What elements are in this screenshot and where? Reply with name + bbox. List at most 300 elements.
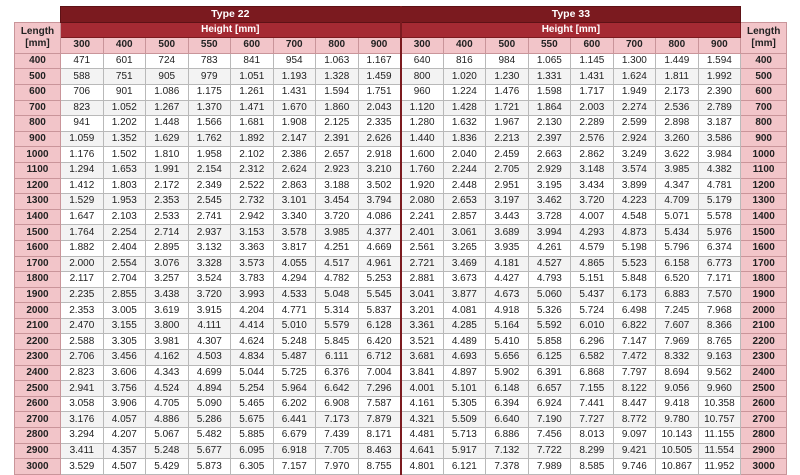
type22-value-cell: 3.005 xyxy=(103,303,146,319)
table-row xyxy=(15,53,787,69)
type33-value-cell: 9.421 xyxy=(613,443,656,459)
type22-value-cell: 724 xyxy=(146,53,189,69)
type22-value-cell: 6.376 xyxy=(316,365,359,381)
type22-value-cell: 6.918 xyxy=(273,443,316,459)
type33-value-cell: 6.394 xyxy=(486,396,529,412)
type22-value-cell: 1.328 xyxy=(316,69,359,85)
type33-value-cell: 3.469 xyxy=(443,256,486,272)
type22-value-cell: 4.207 xyxy=(103,428,146,444)
type22-value-cell: 1.052 xyxy=(103,100,146,116)
type33-value-cell: 7.722 xyxy=(528,443,571,459)
type22-value-cell: 5.725 xyxy=(273,365,316,381)
type22-value-cell: 6.305 xyxy=(231,459,274,475)
type33-value-cell: 5.410 xyxy=(486,334,529,350)
type33-value-cell: 9.163 xyxy=(698,350,741,366)
type33-value-cell: 5.713 xyxy=(443,428,486,444)
type22-value-cell: 4.782 xyxy=(316,272,359,288)
type22-value-cell: 1.471 xyxy=(231,100,274,116)
height-header-t33-300: 300 xyxy=(401,38,444,54)
length-header-right xyxy=(741,22,787,53)
length-cell-right: 2000 xyxy=(741,303,787,319)
type33-value-cell: 7.132 xyxy=(486,443,529,459)
type22-value-cell: 5.873 xyxy=(188,459,231,475)
type22-value-cell: 5.429 xyxy=(146,459,189,475)
type33-value-cell: 4.781 xyxy=(698,178,741,194)
type33-value-cell: 1.920 xyxy=(401,178,444,194)
type22-value-cell: 3.363 xyxy=(231,240,274,256)
type33-value-cell: 3.985 xyxy=(656,162,699,178)
height-header-t33-600: 600 xyxy=(571,38,614,54)
type33-value-cell: 10.143 xyxy=(656,428,699,444)
length-cell-right: 1700 xyxy=(741,256,787,272)
type33-value-cell: 2.721 xyxy=(401,256,444,272)
type33-value-cell: 5.164 xyxy=(486,318,529,334)
type22-value-cell: 2.704 xyxy=(103,272,146,288)
type22-value-cell: 841 xyxy=(231,53,274,69)
type33-value-cell: 1.594 xyxy=(698,53,741,69)
type33-value-cell: 11.952 xyxy=(698,459,741,475)
type22-value-cell: 1.167 xyxy=(358,53,401,69)
type33-value-cell: 6.125 xyxy=(528,350,571,366)
type33-value-cell: 2.881 xyxy=(401,272,444,288)
type22-value-cell: 3.783 xyxy=(231,272,274,288)
type33-value-cell: 2.576 xyxy=(571,131,614,147)
type22-value-cell: 2.404 xyxy=(103,240,146,256)
type33-value-cell: 4.347 xyxy=(656,178,699,194)
type22-value-cell: 4.086 xyxy=(358,209,401,225)
type22-value-cell: 6.642 xyxy=(316,381,359,397)
type33-value-cell: 1.331 xyxy=(528,69,571,85)
height-header-t22-500: 500 xyxy=(146,38,189,54)
type22-value-cell: 3.153 xyxy=(231,225,274,241)
type33-value-cell: 2.663 xyxy=(528,147,571,163)
type22-value-cell: 3.993 xyxy=(231,287,274,303)
type22-value-cell: 5.248 xyxy=(273,334,316,350)
height-header-t33-500: 500 xyxy=(486,38,529,54)
type22-value-cell: 3.606 xyxy=(103,365,146,381)
type22-value-cell: 1.063 xyxy=(316,53,359,69)
table-body xyxy=(15,53,787,474)
type22-value-cell: 2.657 xyxy=(316,147,359,163)
type33-value-cell: 2.448 xyxy=(443,178,486,194)
type33-value-cell: 800 xyxy=(401,69,444,85)
type33-value-cell: 4.223 xyxy=(613,194,656,210)
type33-value-cell: 10.867 xyxy=(656,459,699,475)
type33-value-cell: 5.179 xyxy=(698,194,741,210)
type33-value-cell: 2.274 xyxy=(613,100,656,116)
type33-value-cell: 1.949 xyxy=(613,84,656,100)
type33-value-cell: 1.224 xyxy=(443,84,486,100)
type22-value-cell: 2.741 xyxy=(188,209,231,225)
type33-value-cell: 9.780 xyxy=(656,412,699,428)
type33-value-cell: 1.476 xyxy=(486,84,529,100)
type33-value-cell: 4.293 xyxy=(571,225,614,241)
type22-value-cell: 4.961 xyxy=(358,256,401,272)
type33-value-cell: 1.020 xyxy=(443,69,486,85)
type33-value-cell: 4.548 xyxy=(613,209,656,225)
type33-value-cell: 9.056 xyxy=(656,381,699,397)
type33-value-cell: 8.585 xyxy=(571,459,614,475)
type22-value-cell: 4.669 xyxy=(358,240,401,256)
type33-value-cell: 10.505 xyxy=(656,443,699,459)
height-header-t33-550: 550 xyxy=(528,38,571,54)
type33-value-cell: 1.624 xyxy=(613,69,656,85)
length-cell-left: 2200 xyxy=(15,334,61,350)
type33-value-cell: 3.984 xyxy=(698,147,741,163)
length-header-left xyxy=(15,22,61,53)
type22-value-cell: 4.894 xyxy=(188,381,231,397)
table-row xyxy=(15,225,787,241)
type22-value-cell: 2.588 xyxy=(61,334,104,350)
type22-value-cell: 1.908 xyxy=(273,116,316,132)
type22-value-cell: 3.756 xyxy=(103,381,146,397)
type22-value-cell: 5.845 xyxy=(316,334,359,350)
length-cell-right: 1800 xyxy=(741,272,787,288)
type33-value-cell: 7.171 xyxy=(698,272,741,288)
type22-height-header: Height [mm] xyxy=(61,22,401,38)
type22-value-cell: 4.624 xyxy=(231,334,274,350)
type33-value-cell: 3.521 xyxy=(401,334,444,350)
type22-header: Type 22 xyxy=(61,7,401,23)
type22-value-cell: 1.762 xyxy=(188,131,231,147)
type33-value-cell: 3.041 xyxy=(401,287,444,303)
type33-value-cell: 7.441 xyxy=(571,396,614,412)
length-cell-left: 1600 xyxy=(15,240,61,256)
type22-value-cell: 706 xyxy=(61,84,104,100)
type22-value-cell: 4.507 xyxy=(103,459,146,475)
type33-value-cell: 1.230 xyxy=(486,69,529,85)
type33-value-cell: 2.289 xyxy=(571,116,614,132)
table-row xyxy=(15,459,787,475)
type33-value-cell: 8.772 xyxy=(613,412,656,428)
height-header-t33-700: 700 xyxy=(613,38,656,54)
type33-value-cell: 3.061 xyxy=(443,225,486,241)
type22-value-cell: 1.882 xyxy=(61,240,104,256)
type22-value-cell: 7.705 xyxy=(316,443,359,459)
type22-value-cell: 8.171 xyxy=(358,428,401,444)
type33-value-cell: 8.694 xyxy=(656,365,699,381)
type22-value-cell: 4.503 xyxy=(188,350,231,366)
type22-value-cell: 3.101 xyxy=(273,194,316,210)
type33-value-cell: 7.155 xyxy=(571,381,614,397)
type22-value-cell: 4.705 xyxy=(146,396,189,412)
length-cell-right: 1300 xyxy=(741,194,787,210)
table-row xyxy=(15,334,787,350)
type33-value-cell: 4.873 xyxy=(613,225,656,241)
type22-value-cell: 7.173 xyxy=(316,412,359,428)
table-row xyxy=(15,131,787,147)
type22-value-cell: 5.964 xyxy=(273,381,316,397)
type33-value-cell: 5.578 xyxy=(698,209,741,225)
type33-value-cell: 4.865 xyxy=(571,256,614,272)
height-values-row xyxy=(15,38,787,54)
length-cell-left: 500 xyxy=(15,69,61,85)
type33-value-cell: 1.120 xyxy=(401,100,444,116)
type22-value-cell: 2.545 xyxy=(188,194,231,210)
type22-value-cell: 1.370 xyxy=(188,100,231,116)
output-table-container xyxy=(14,6,786,475)
type22-value-cell: 6.128 xyxy=(358,318,401,334)
table-row xyxy=(15,162,787,178)
length-cell-right: 1100 xyxy=(741,162,787,178)
type33-value-cell: 4.693 xyxy=(443,350,486,366)
type33-value-cell: 1.760 xyxy=(401,162,444,178)
type22-value-cell: 979 xyxy=(188,69,231,85)
type22-value-cell: 2.147 xyxy=(273,131,316,147)
type33-value-cell: 5.858 xyxy=(528,334,571,350)
type22-value-cell: 941 xyxy=(61,116,104,132)
type22-value-cell: 2.254 xyxy=(103,225,146,241)
height-header-t22-300: 300 xyxy=(61,38,104,54)
table-row xyxy=(15,100,787,116)
type33-value-cell: 5.198 xyxy=(613,240,656,256)
type22-value-cell: 3.915 xyxy=(188,303,231,319)
length-cell-right: 2500 xyxy=(741,381,787,397)
length-cell-left: 1300 xyxy=(15,194,61,210)
type22-value-cell: 1.459 xyxy=(358,69,401,85)
type33-value-cell: 8.765 xyxy=(698,334,741,350)
type33-value-cell: 3.689 xyxy=(486,225,529,241)
table-row xyxy=(15,178,787,194)
type33-value-cell: 3.899 xyxy=(613,178,656,194)
type33-value-cell: 2.390 xyxy=(698,84,741,100)
length-cell-right: 2200 xyxy=(741,334,787,350)
type33-value-cell: 1.632 xyxy=(443,116,486,132)
type33-value-cell: 5.101 xyxy=(443,381,486,397)
type33-value-cell: 5.656 xyxy=(486,350,529,366)
type33-value-cell: 4.382 xyxy=(698,162,741,178)
type22-value-cell: 4.294 xyxy=(273,272,316,288)
type33-value-cell: 1.836 xyxy=(443,131,486,147)
type33-value-cell: 6.640 xyxy=(486,412,529,428)
type22-value-cell: 1.267 xyxy=(146,100,189,116)
type22-value-cell: 3.411 xyxy=(61,443,104,459)
type33-value-cell: 2.857 xyxy=(443,209,486,225)
type22-value-cell: 4.162 xyxy=(146,350,189,366)
type22-value-cell: 2.533 xyxy=(146,209,189,225)
length-cell-left: 800 xyxy=(15,116,61,132)
type33-height-header: Height [mm] xyxy=(401,22,741,38)
type33-value-cell: 2.130 xyxy=(528,116,571,132)
length-cell-left: 700 xyxy=(15,100,61,116)
type33-value-cell: 4.007 xyxy=(571,209,614,225)
length-cell-left: 1800 xyxy=(15,272,61,288)
type33-value-cell: 4.579 xyxy=(571,240,614,256)
type33-value-cell: 1.811 xyxy=(656,69,699,85)
type22-value-cell: 3.578 xyxy=(273,225,316,241)
type22-value-cell: 2.353 xyxy=(61,303,104,319)
type22-value-cell: 2.624 xyxy=(273,162,316,178)
type22-value-cell: 3.502 xyxy=(358,178,401,194)
type22-value-cell: 2.855 xyxy=(103,287,146,303)
corner-spacer-right xyxy=(741,7,787,23)
type22-value-cell: 1.431 xyxy=(273,84,316,100)
type33-value-cell: 2.397 xyxy=(528,131,571,147)
type22-value-cell: 1.176 xyxy=(61,147,104,163)
type33-value-cell: 2.862 xyxy=(571,147,614,163)
type22-value-cell: 2.386 xyxy=(273,147,316,163)
type22-value-cell: 4.357 xyxy=(103,443,146,459)
length-cell-right: 1200 xyxy=(741,178,787,194)
type22-value-cell: 5.254 xyxy=(231,381,274,397)
type22-value-cell: 4.377 xyxy=(358,225,401,241)
type22-value-cell: 2.470 xyxy=(61,318,104,334)
type22-value-cell: 3.573 xyxy=(231,256,274,272)
type33-value-cell: 7.727 xyxy=(571,412,614,428)
type22-value-cell: 2.043 xyxy=(358,100,401,116)
type33-value-cell: 4.001 xyxy=(401,381,444,397)
type22-value-cell: 1.958 xyxy=(188,147,231,163)
type33-value-cell: 1.864 xyxy=(528,100,571,116)
type22-value-cell: 471 xyxy=(61,53,104,69)
type22-value-cell: 4.414 xyxy=(231,318,274,334)
length-cell-right: 2800 xyxy=(741,428,787,444)
type33-value-cell: 2.459 xyxy=(486,147,529,163)
type33-value-cell: 6.158 xyxy=(656,256,699,272)
type33-value-cell: 7.570 xyxy=(698,287,741,303)
type22-value-cell: 3.794 xyxy=(358,194,401,210)
length-cell-right: 400 xyxy=(741,53,787,69)
type22-value-cell: 3.524 xyxy=(188,272,231,288)
height-header-t22-400: 400 xyxy=(103,38,146,54)
type22-value-cell: 1.953 xyxy=(103,194,146,210)
type33-value-cell: 5.151 xyxy=(571,272,614,288)
type22-value-cell: 4.517 xyxy=(316,256,359,272)
type33-value-cell: 6.520 xyxy=(656,272,699,288)
length-cell-left: 2100 xyxy=(15,318,61,334)
type22-value-cell: 4.055 xyxy=(273,256,316,272)
type33-value-cell: 4.481 xyxy=(401,428,444,444)
type33-value-cell: 6.498 xyxy=(613,303,656,319)
type33-value-cell: 4.081 xyxy=(443,303,486,319)
type22-value-cell: 3.720 xyxy=(316,209,359,225)
length-cell-right: 900 xyxy=(741,131,787,147)
type33-value-cell: 3.265 xyxy=(443,240,486,256)
type33-value-cell: 4.427 xyxy=(486,272,529,288)
type33-value-cell: 10.358 xyxy=(698,396,741,412)
type22-value-cell: 2.235 xyxy=(61,287,104,303)
type22-value-cell: 4.343 xyxy=(146,365,189,381)
type22-value-cell: 601 xyxy=(103,53,146,69)
type33-value-cell: 1.598 xyxy=(528,84,571,100)
type22-value-cell: 5.482 xyxy=(188,428,231,444)
length-cell-left: 2000 xyxy=(15,303,61,319)
type33-value-cell: 5.326 xyxy=(528,303,571,319)
length-cell-left: 1400 xyxy=(15,209,61,225)
type33-value-cell: 6.010 xyxy=(571,318,614,334)
type22-value-cell: 3.906 xyxy=(103,396,146,412)
type33-value-cell: 11.554 xyxy=(698,443,741,459)
type22-value-cell: 2.117 xyxy=(61,272,104,288)
type33-value-cell: 6.374 xyxy=(698,240,741,256)
type22-value-cell: 1.647 xyxy=(61,209,104,225)
type22-value-cell: 8.463 xyxy=(358,443,401,459)
type22-value-cell: 4.886 xyxy=(146,412,189,428)
type22-value-cell: 1.352 xyxy=(103,131,146,147)
type22-value-cell: 4.834 xyxy=(231,350,274,366)
length-cell-left: 900 xyxy=(15,131,61,147)
type33-value-cell: 4.261 xyxy=(528,240,571,256)
type22-value-cell: 2.941 xyxy=(61,381,104,397)
type22-value-cell: 2.000 xyxy=(61,256,104,272)
type22-value-cell: 3.720 xyxy=(188,287,231,303)
type33-value-cell: 5.796 xyxy=(656,240,699,256)
type22-value-cell: 1.175 xyxy=(188,84,231,100)
type33-value-cell: 1.428 xyxy=(443,100,486,116)
type33-value-cell: 3.462 xyxy=(528,194,571,210)
type33-value-cell: 6.822 xyxy=(613,318,656,334)
type22-value-cell: 5.067 xyxy=(146,428,189,444)
type22-value-cell: 5.837 xyxy=(358,303,401,319)
type22-value-cell: 8.755 xyxy=(358,459,401,475)
type22-value-cell: 2.172 xyxy=(146,178,189,194)
length-cell-right: 1500 xyxy=(741,225,787,241)
type22-value-cell: 3.210 xyxy=(358,162,401,178)
type22-value-cell: 823 xyxy=(61,100,104,116)
table-row xyxy=(15,303,787,319)
type22-value-cell: 2.937 xyxy=(188,225,231,241)
type33-value-cell: 1.717 xyxy=(571,84,614,100)
height-header-t22-600: 600 xyxy=(231,38,274,54)
type33-value-cell: 960 xyxy=(401,84,444,100)
type22-value-cell: 7.439 xyxy=(316,428,359,444)
type22-value-cell: 4.057 xyxy=(103,412,146,428)
type22-value-cell: 1.529 xyxy=(61,194,104,210)
type33-value-cell: 7.245 xyxy=(656,303,699,319)
type22-value-cell: 5.885 xyxy=(231,428,274,444)
length-cell-right: 800 xyxy=(741,116,787,132)
length-cell-left: 2500 xyxy=(15,381,61,397)
type33-value-cell: 2.951 xyxy=(486,178,529,194)
type22-value-cell: 2.942 xyxy=(231,209,274,225)
type33-value-cell: 8.013 xyxy=(571,428,614,444)
type33-value-cell: 6.296 xyxy=(571,334,614,350)
type33-value-cell: 3.434 xyxy=(571,178,614,194)
height-header-t22-550: 550 xyxy=(188,38,231,54)
length-cell-right: 2100 xyxy=(741,318,787,334)
type33-value-cell: 1.967 xyxy=(486,116,529,132)
type33-value-cell: 1.431 xyxy=(571,69,614,85)
type22-value-cell: 3.076 xyxy=(146,256,189,272)
type33-value-cell: 5.523 xyxy=(613,256,656,272)
table-row xyxy=(15,428,787,444)
type22-value-cell: 2.522 xyxy=(231,178,274,194)
type33-value-cell: 3.681 xyxy=(401,350,444,366)
type33-value-cell: 2.653 xyxy=(443,194,486,210)
type22-value-cell: 2.714 xyxy=(146,225,189,241)
type33-value-cell: 3.877 xyxy=(443,287,486,303)
type33-value-cell: 8.299 xyxy=(571,443,614,459)
type22-value-cell: 1.991 xyxy=(146,162,189,178)
table-row xyxy=(15,318,787,334)
height-header-t33-900: 900 xyxy=(698,38,741,54)
table-row xyxy=(15,69,787,85)
type33-value-cell: 9.562 xyxy=(698,365,741,381)
length-cell-left: 1900 xyxy=(15,287,61,303)
type33-value-cell: 2.536 xyxy=(656,100,699,116)
type33-value-cell: 5.509 xyxy=(443,412,486,428)
radiator-output-table xyxy=(14,6,787,475)
type33-value-cell: 6.924 xyxy=(528,396,571,412)
length-cell-right: 2300 xyxy=(741,350,787,366)
type22-value-cell: 6.111 xyxy=(316,350,359,366)
type33-value-cell: 8.366 xyxy=(698,318,741,334)
type33-value-cell: 9.960 xyxy=(698,381,741,397)
length-cell-left: 1000 xyxy=(15,147,61,163)
type33-value-cell: 6.883 xyxy=(656,287,699,303)
type22-value-cell: 1.892 xyxy=(231,131,274,147)
type22-value-cell: 7.879 xyxy=(358,412,401,428)
